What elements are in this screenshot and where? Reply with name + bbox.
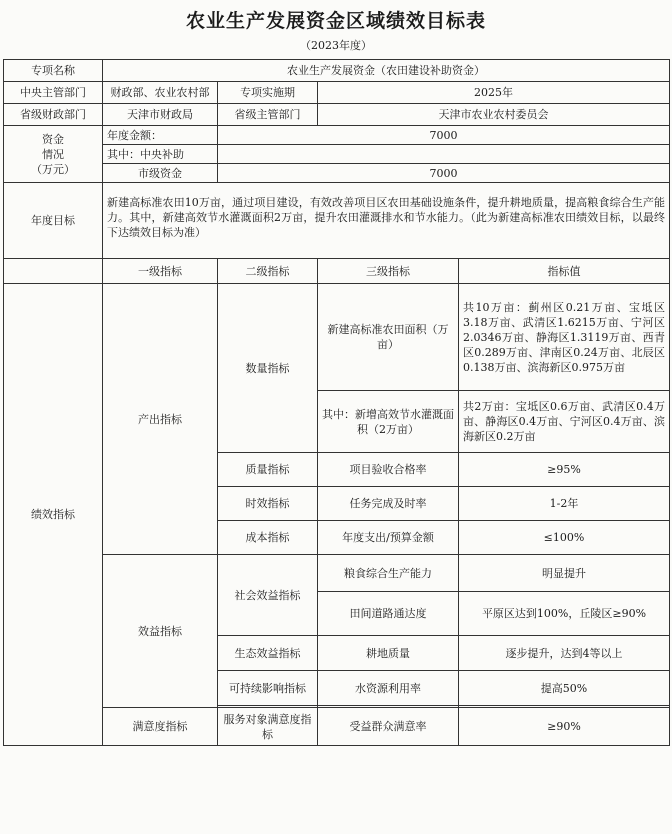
time-label: 时效指标 bbox=[218, 487, 318, 521]
quantity-label: 数量指标 bbox=[218, 284, 318, 453]
prov-finance-label: 省级财政部门 bbox=[4, 104, 103, 126]
document-title: 农业生产发展资金区域绩效目标表 bbox=[185, 10, 486, 32]
project-name-row bbox=[4, 60, 670, 82]
central-subsidy-label: 其中：中央补助 bbox=[103, 145, 218, 164]
quality-value: ≥95% bbox=[459, 453, 670, 487]
social2-name: 田间道路通达度 bbox=[318, 592, 459, 636]
province-row bbox=[4, 104, 670, 126]
project-name-label: 专项名称 bbox=[4, 60, 103, 82]
header-level1: 一级指标 bbox=[103, 259, 218, 284]
annual-amount-value: 7000 bbox=[218, 126, 670, 145]
city-funds-value: 7000 bbox=[218, 164, 670, 183]
quality-label: 质量指标 bbox=[218, 453, 318, 487]
time-value: 1-2年 bbox=[459, 487, 670, 521]
cost-value: ≤100% bbox=[459, 521, 670, 555]
annual-goal-text: 新建高标准农田10万亩，通过项目建设，有效改善项目区农田基础设施条件，提升耕地质量，提高粮食综合生产能力。其中，新建高效节水灌溉面积2万亩，提升农田灌溉排水和节水能力。（此为新建高标准农田绩效目标，以最终下达绩效目标为准） bbox=[103, 183, 670, 259]
indicator-header-row bbox=[4, 259, 670, 284]
cost-label: 成本指标 bbox=[218, 521, 318, 555]
header-level2: 二级指标 bbox=[218, 259, 318, 284]
period-value: 2025年 bbox=[318, 82, 670, 104]
benefit-label: 效益指标 bbox=[103, 555, 218, 708]
service-label: 服务对象满意度指标 bbox=[218, 708, 318, 746]
central-dept-value: 财政部、农业农村部 bbox=[103, 82, 218, 104]
annual-amount-label: 年度金额： bbox=[103, 126, 218, 145]
period-label: 专项实施期 bbox=[218, 82, 318, 104]
table-row bbox=[4, 284, 670, 391]
satisfaction-value: ≥90% bbox=[459, 708, 670, 746]
social2-value: 平原区达到100%，丘陵区≥90% bbox=[459, 592, 670, 636]
cost-name: 年度支出/预算金额 bbox=[318, 521, 459, 555]
prov-finance-value: 天津市财政局 bbox=[103, 104, 218, 126]
document-year: （2023年度） bbox=[300, 39, 372, 52]
prov-dept-label: 省级主管部门 bbox=[218, 104, 318, 126]
performance-target-table bbox=[3, 59, 670, 746]
social1-value: 明显提升 bbox=[459, 555, 670, 592]
quality-name: 项目验收合格率 bbox=[318, 453, 459, 487]
q1-name: 新建高标准农田面积（万亩） bbox=[318, 284, 459, 391]
sustain-label: 可持续影响指标 bbox=[218, 671, 318, 706]
q1-value: 共10万亩：蓟州区0.21万亩、宝坻区3.18万亩、武清区1.6215万亩、宁河区2.0346万亩、静海区1.3119万亩、西青区0.289万亩、津南区0.24万亩、北辰区0.138万亩、滨海新区0.975万亩 bbox=[459, 284, 670, 391]
eco-name: 耕地质量 bbox=[318, 636, 459, 671]
q2-value: 共2万亩：宝坻区0.6万亩、武清区0.4万亩、静海区0.4万亩、宁河区0.4万亩、滨海新区0.2万亩 bbox=[459, 391, 670, 453]
eco-label: 生态效益指标 bbox=[218, 636, 318, 671]
annual-goal-row bbox=[4, 183, 670, 259]
dept-row bbox=[4, 82, 670, 104]
social-label: 社会效益指标 bbox=[218, 555, 318, 636]
output-label: 产出指标 bbox=[103, 284, 218, 555]
q2-name: 其中：新增高效节水灌溉面积（2万亩） bbox=[318, 391, 459, 453]
prov-dept-value: 天津市农业农村委员会 bbox=[318, 104, 670, 126]
social1-name: 粮食综合生产能力 bbox=[318, 555, 459, 592]
funds-label: 资金 情况 （万元） bbox=[4, 126, 103, 183]
funds-row-central bbox=[4, 145, 670, 164]
funds-row-annual bbox=[4, 126, 670, 145]
city-funds-label: 市级资金 bbox=[103, 164, 218, 183]
table-row bbox=[4, 555, 670, 592]
sustain-name: 水资源利用率 bbox=[318, 671, 459, 706]
central-dept-label: 中央主管部门 bbox=[4, 82, 103, 104]
table-row bbox=[4, 708, 670, 746]
satisfaction-name: 受益群众满意率 bbox=[318, 708, 459, 746]
project-name-value: 农业生产发展资金（农田建设补助资金） bbox=[103, 60, 670, 82]
sustain-value: 提高50% bbox=[459, 671, 670, 706]
header-level3: 三级指标 bbox=[318, 259, 459, 284]
annual-goal-label: 年度目标 bbox=[4, 183, 103, 259]
funds-row-city bbox=[4, 164, 670, 183]
satisfaction-label: 满意度指标 bbox=[103, 708, 218, 746]
perf-label: 绩效指标 bbox=[4, 284, 103, 746]
eco-value: 逐步提升，达到4等以上 bbox=[459, 636, 670, 671]
central-subsidy-value bbox=[218, 145, 670, 164]
header-value: 指标值 bbox=[459, 259, 670, 284]
time-name: 任务完成及时率 bbox=[318, 487, 459, 521]
header-blank bbox=[4, 259, 103, 284]
